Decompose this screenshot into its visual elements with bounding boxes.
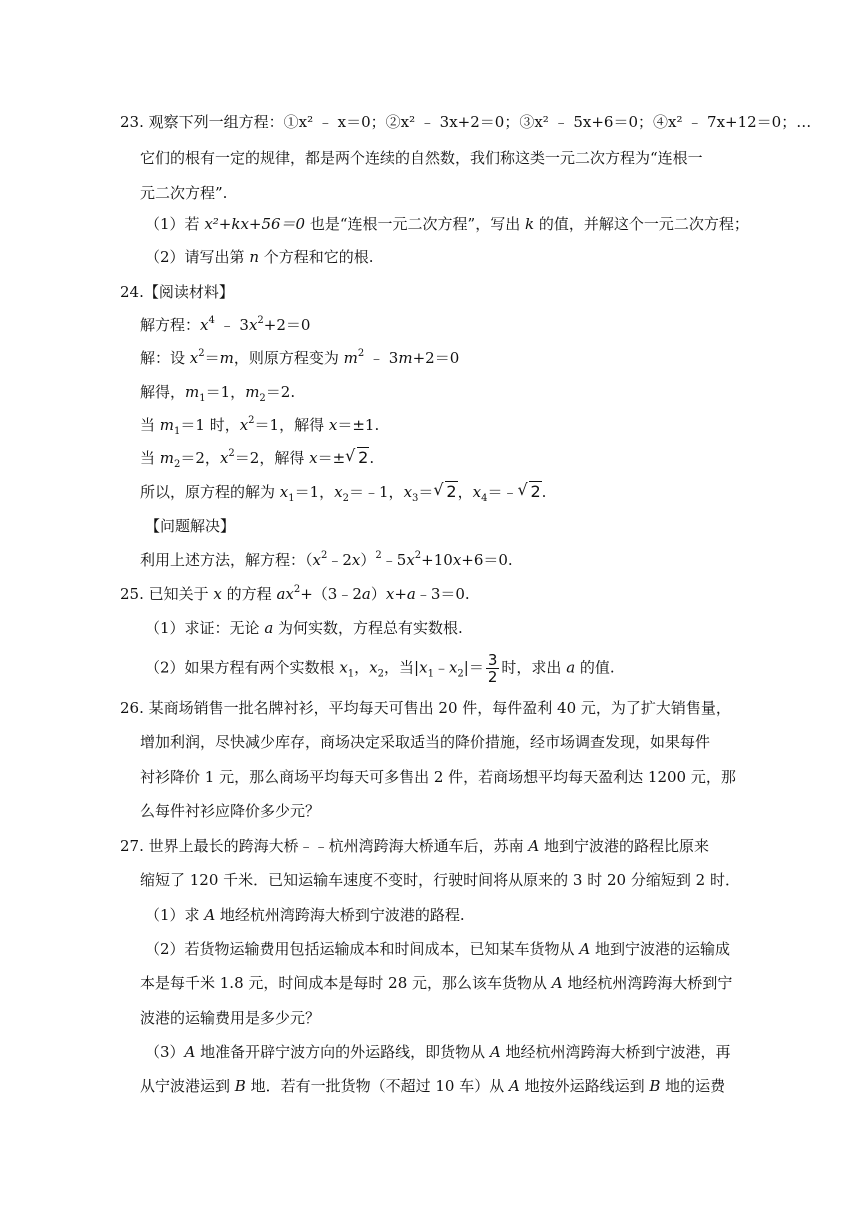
q26-line3: 衬衫降价 1 元，那么商场平均每天可多售出 2 件，若商场想平均每天盈利达 1200 元，那 bbox=[140, 768, 736, 786]
q24-line6: 所以，原方程的解为 $x_1=1$，$x_2=﹣1$，$x_3=$ √ 2，$x_4=﹣$ √ 2. bbox=[140, 480, 547, 504]
q24-heading: 【阅读材料】 bbox=[143, 283, 234, 301]
q25-number: 25. bbox=[120, 585, 144, 603]
q23-part2-a: （2）请写出第 bbox=[145, 248, 250, 266]
q27-p2-l2: 本是每千米 1.8 元，时间成本是每时 28 元，那么该车货物从 bbox=[140, 974, 552, 992]
fraction-3-2: $\frac{3}{2}$ bbox=[487, 651, 498, 686]
q25-p2-b: ，当| bbox=[384, 658, 420, 677]
q23-part2 bbox=[145, 247, 374, 267]
q26-line1 bbox=[120, 698, 731, 718]
q27-line1 bbox=[120, 836, 709, 856]
q24-l5-a: 当 bbox=[140, 449, 160, 467]
q25-stem-f: ﹣3＝0. bbox=[415, 585, 470, 603]
q27-number: 27. bbox=[120, 837, 144, 855]
q27-line2: 缩短了 120 千米．已知运输车速度不变时，行驶时间将从原来的 3 时 20 分缩短到 2 时． bbox=[140, 871, 740, 889]
q27-p3-a: （3） bbox=[145, 1043, 185, 1061]
q27-p2-a: （2）若货物运输费用包括运输成本和时间成本，已知某车货物从 bbox=[145, 940, 580, 958]
q25-p1-a: （1）求证：无论 bbox=[145, 619, 265, 637]
sqrt-2-c: √ 2 bbox=[517, 480, 541, 501]
q23-eq4: ④x² ﹣ 7x+12＝0；… bbox=[653, 113, 812, 131]
q27-part1 bbox=[145, 905, 465, 925]
q27-p3-l2d: 地的运费 bbox=[660, 1077, 726, 1095]
q25-stem-a: 已知关于 bbox=[148, 585, 214, 603]
q24-line5: 当 $m_2=2$，$x^2=2$，解得 x＝± √ 2. bbox=[140, 446, 375, 470]
q23-part1-b: 也是“连根一元二次方程”，写出 bbox=[305, 215, 525, 233]
place-a: A bbox=[528, 837, 540, 855]
q23-part1-a: （1）若 bbox=[145, 215, 205, 233]
q25-part1: （1）求证：无论 a 为何实数，方程总有实数根. bbox=[145, 619, 463, 637]
place-a: A bbox=[551, 974, 563, 992]
q23-intro: 观察下列一组方程： bbox=[148, 113, 284, 131]
q25-stem-e: + bbox=[394, 585, 407, 603]
q23-line2: 它们的根有一定的规律，都是两个连续的自然数，我们称这类一元二次方程为“连根一 bbox=[140, 149, 703, 167]
q24-l3-a: 解得， bbox=[140, 383, 186, 401]
q24-l2-a: 解：设 bbox=[140, 349, 190, 367]
q25-x: x bbox=[213, 585, 222, 603]
q23-part2-b: 个方程和它的根. bbox=[258, 248, 374, 266]
place-a: A bbox=[184, 1043, 196, 1061]
q25-p1-b: 为何实数，方程总有实数根. bbox=[273, 619, 463, 637]
sqrt-2-a: √ 2 bbox=[345, 446, 369, 467]
q24-l3-end: . bbox=[290, 383, 296, 401]
q25-stem-d: ） bbox=[370, 585, 386, 603]
q24-l1-label: 解方程： bbox=[140, 316, 201, 334]
q27-p3-l2a: 从宁波港运到 bbox=[140, 1077, 235, 1095]
q23-part1 bbox=[145, 214, 749, 234]
q24-l4-a: 当 bbox=[140, 416, 160, 434]
q27-p3-b: 地准备开辟宁波方向的外运路线，即货物从 bbox=[195, 1043, 490, 1061]
q24-problem-heading: 【问题解决】 bbox=[145, 517, 236, 535]
q23-line3: 元二次方程”. bbox=[140, 184, 228, 202]
q27-part3-line2 bbox=[140, 1076, 725, 1096]
q25-stem-b: 的方程 bbox=[221, 585, 277, 603]
sqrt-2-b: √ 2 bbox=[433, 480, 457, 501]
q27-l1-a: 世界上最长的跨海大桥﹣﹣杭州湾跨海大桥通车后，苏南 bbox=[148, 837, 529, 855]
q25-p2-f: 的值. bbox=[575, 658, 615, 677]
q25-stem: 25. 已知关于 x 的方程 $ax^2+(3﹣2a)x+a﹣3=0$. bbox=[120, 584, 470, 603]
q24-l2-b: ，则原方程变为 bbox=[233, 349, 344, 367]
place-a: A bbox=[508, 1077, 520, 1095]
place-b: B bbox=[649, 1077, 661, 1095]
q23-part2-n: n bbox=[249, 248, 259, 266]
q27-p2-b: 地到宁波港的运输成 bbox=[590, 940, 730, 958]
q27-p1-a: （1）求 bbox=[145, 906, 205, 924]
q24-task-a: 利用上述方法，解方程：（ bbox=[140, 551, 313, 569]
place-a: A bbox=[579, 940, 591, 958]
q24-task-b: ） bbox=[360, 551, 376, 569]
place-a: A bbox=[489, 1043, 501, 1061]
q25-stem-c: +（3﹣2 bbox=[300, 585, 362, 603]
q24-line3: 解得，$m_1=1$，$m_2=2$. bbox=[140, 383, 296, 404]
q27-p3-l2c: 地按外运路线运到 bbox=[519, 1077, 650, 1095]
q23-part1-k: k bbox=[524, 215, 535, 233]
q24-l6-a: 所以，原方程的解为 bbox=[140, 483, 280, 501]
q23-number: 23. bbox=[120, 113, 144, 131]
q25-p2-e: 时，求出 bbox=[501, 658, 567, 677]
q23-line1 bbox=[120, 112, 811, 132]
q27-p1-b: 地经杭州湾跨海大桥到宁波港的路程. bbox=[215, 906, 465, 924]
place-a: A bbox=[204, 906, 216, 924]
q24-line2: 解：设 $x^2=m$，则原方程变为 $m^2$ ﹣ 3m+2＝0 bbox=[140, 348, 460, 367]
q27-p3-l2b: 地．若有一批货物（不超过 10 车）从 bbox=[245, 1077, 509, 1095]
q24-l3-sep: ， bbox=[230, 383, 246, 401]
q25-p2-a: （2）如果方程有两个实数根 bbox=[145, 658, 340, 677]
q24-line1: 解方程：$x^4$ ﹣ $3x^2+2=0$ bbox=[140, 315, 311, 334]
q24-number: 24. bbox=[120, 283, 144, 301]
q23-eq1: ①x² ﹣ x＝0； bbox=[283, 113, 386, 131]
q26-line4: 么每件衬衫应降价多少元？ bbox=[140, 802, 321, 820]
q23-eq2: ②x² ﹣ 3x+2＝0； bbox=[385, 113, 520, 131]
q26-line2: 增加利润，尽快减少库存，商场决定采取适当的降价措施，经市场调查发现，如果每件 bbox=[140, 733, 711, 751]
q27-part2-line2 bbox=[140, 973, 732, 993]
q23-part1-c: 的值，并解这个一元二次方程； bbox=[534, 215, 749, 233]
q23-part1-eq: x²+kx+56＝0 bbox=[204, 215, 306, 233]
q24-line-heading bbox=[120, 282, 234, 302]
q25-p2-c: ﹣ bbox=[433, 658, 449, 677]
q26-text1: 某商场销售一批名牌衬衫，平均每天可售出 20 件，每件盈利 40 元，为了扩大销售量， bbox=[148, 699, 731, 717]
q27-part2-line3: 波港的运输费用是多少元？ bbox=[140, 1009, 321, 1027]
q24-task: 利用上述方法，解方程：$(x^2﹣2x)^2﹣5x^2+10x+6=0$. bbox=[140, 550, 513, 569]
q25-part2: （2）如果方程有两个实数根 $x_1$，$x_2$，当$|x_1﹣x_2|=$ $\frac{3}{2}$ 时，求出 a 的值. bbox=[145, 651, 615, 686]
q23-eq3: ③x² ﹣ 5x+6＝0； bbox=[519, 113, 654, 131]
q27-part2-line1 bbox=[145, 939, 730, 959]
q24-line4: 当 $m_1=1$ 时，$x^2=1$，解得 x＝±1. bbox=[140, 415, 380, 437]
q27-l1-b: 地到宁波港的路程比原来 bbox=[539, 837, 710, 855]
q27-part3-line1 bbox=[145, 1042, 731, 1062]
q26-number: 26. bbox=[120, 699, 144, 717]
q27-p3-c: 地经杭州湾跨海大桥到宁波港，再 bbox=[500, 1043, 731, 1061]
q25-p2-d: |＝ bbox=[463, 658, 484, 677]
place-b: B bbox=[234, 1077, 246, 1095]
q27-p2-l2b: 地经杭州湾跨海大桥到宁 bbox=[562, 974, 733, 992]
